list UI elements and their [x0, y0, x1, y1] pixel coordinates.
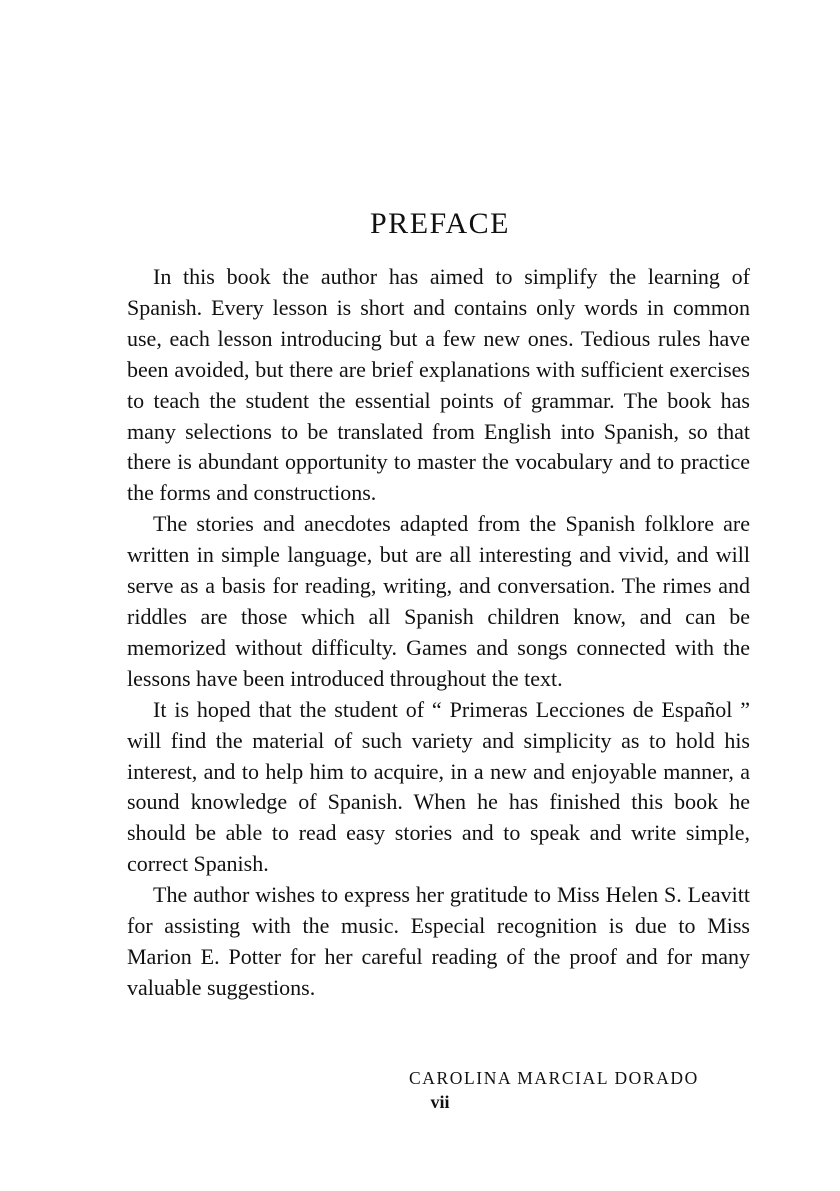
preface-paragraph-3: It is hoped that the student of “ Primeras Lecciones de Español ” will find the material of such variety and simplicity as to hold his interest, and to help him to acquire, in a new and enjoyable manner, a sound knowledge of Spanish. When he has finished this book he should be able to read easy stories and to speak and write simple, correct Spanish.	[127, 696, 750, 877]
preface-paragraph-1: In this book the author has aimed to simplify the learning of Spanish. Every lesson is short and contains only words in common use, each lesson introducing but a few new ones. Tedious rules have been avoided, but there are brief explanations with sufficient exercises to teach the student the essential points of grammar. The book has many selections to be translated from English into Spanish, so that there is abundant opportunity to master the vocabulary and to practice the forms and constructions.	[127, 264, 750, 506]
preface-paragraph-4: The author wishes to express her gratitude to Miss Helen S. Leavitt for assisting with the music. Especial recognition is due to Miss Marion E. Potter for her careful reading of the proof and for many valuable suggestions.	[127, 882, 750, 1000]
page-number: vii	[430, 1092, 450, 1112]
page-title: PREFACE	[370, 207, 510, 240]
preface-body	[127, 262, 750, 1004]
author-signature: CAROLINA MARCIAL DORADO	[409, 1068, 699, 1088]
preface-paragraph-2: The stories and anecdotes adapted from the Spanish folklore are written in simple language, but are all interesting and vivid, and will serve as a basis for reading, writing, and conversation. The rimes and riddles are those which all Spanish children know, and can be memorized without difficulty. Games and songs connected with the lessons have been introduced throughout the text.	[127, 511, 750, 691]
